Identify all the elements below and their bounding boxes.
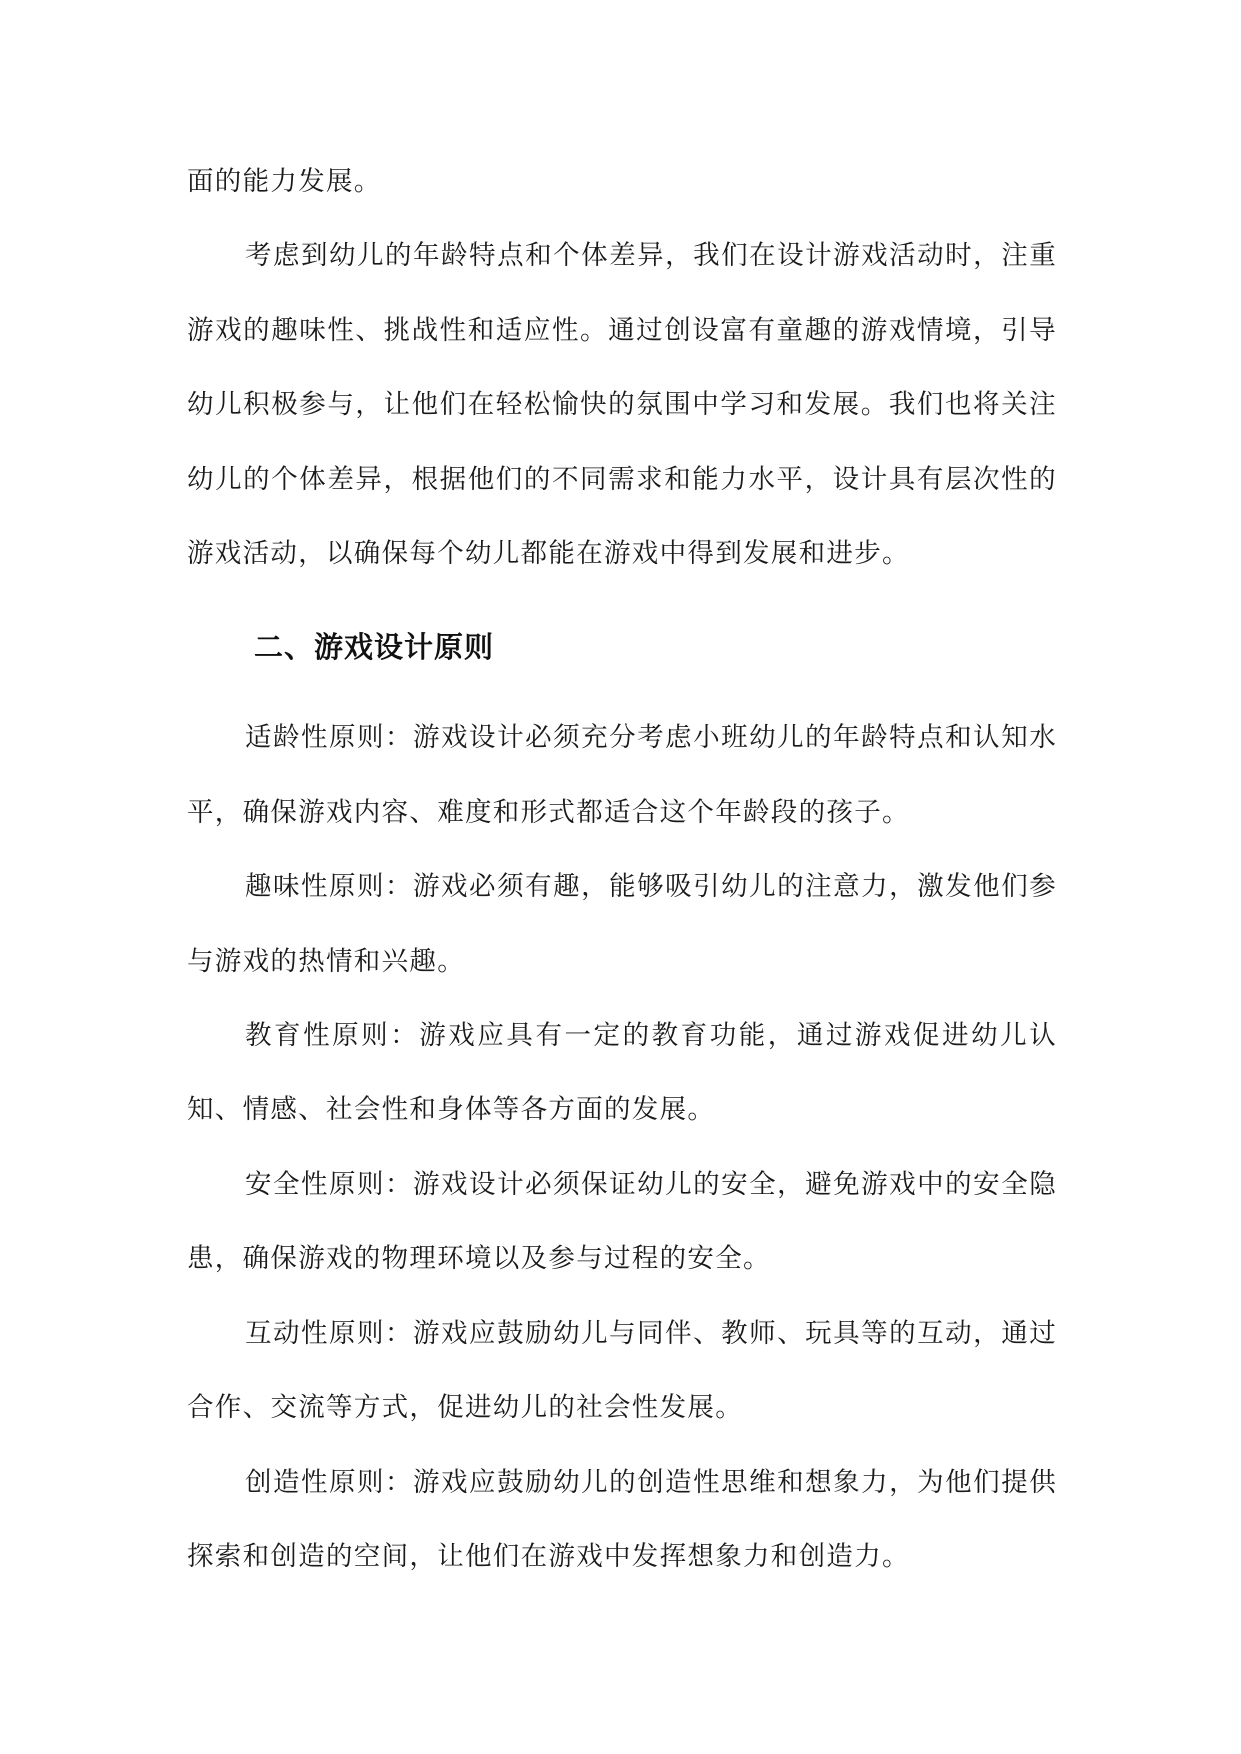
principle-creative: 创造性原则：游戏应鼓励幼儿的创造性思维和想象力，为他们提供探索和创造的空间，让他们在游戏中发挥想象力和创造力。 bbox=[187, 1466, 1057, 1572]
principle-interactive: 互动性原则：游戏应鼓励幼儿与同伴、教师、玩具等的互动，通过合作、交流等方式，促进幼儿的社会性发展。 bbox=[187, 1317, 1057, 1424]
principle-age-appropriate: 适龄性原则：游戏设计必须充分考虑小班幼儿的年龄特点和认知水平，确保游戏内容、难度和形式都适合这个年龄段的孩子。 bbox=[187, 722, 1057, 828]
paragraph-continuation: 面的能力发展。 bbox=[187, 166, 382, 197]
principle-fun: 趣味性原则：游戏必须有趣，能够吸引幼儿的注意力，激发他们参与游戏的热情和兴趣。 bbox=[187, 871, 1057, 977]
section-heading: 二、游戏设计原则 bbox=[254, 630, 495, 665]
page-content bbox=[187, 145, 1057, 1594]
paragraph-design-considerations: 考虑到幼儿的年龄特点和个体差异，我们在设计游戏活动时，注重游戏的趣味性、挑战性和适应性。通过创设富有童趣的游戏情境，引导幼儿积极参与，让他们在轻松愉快的氛围中学习和发展。我们也将关注幼儿的个体差异，根据他们的不同需求和能力水平，设计具有层次性的游戏活动，以确保每个幼儿都能在游戏中得到发展和进步。 bbox=[187, 240, 1057, 570]
principle-educational: 教育性原则：游戏应具有一定的教育功能，通过游戏促进幼儿认知、情感、社会性和身体等各方面的发展。 bbox=[187, 1020, 1057, 1126]
principle-safety: 安全性原则：游戏设计必须保证幼儿的安全，避免游戏中的安全隐患，确保游戏的物理环境以及参与过程的安全。 bbox=[187, 1168, 1057, 1275]
